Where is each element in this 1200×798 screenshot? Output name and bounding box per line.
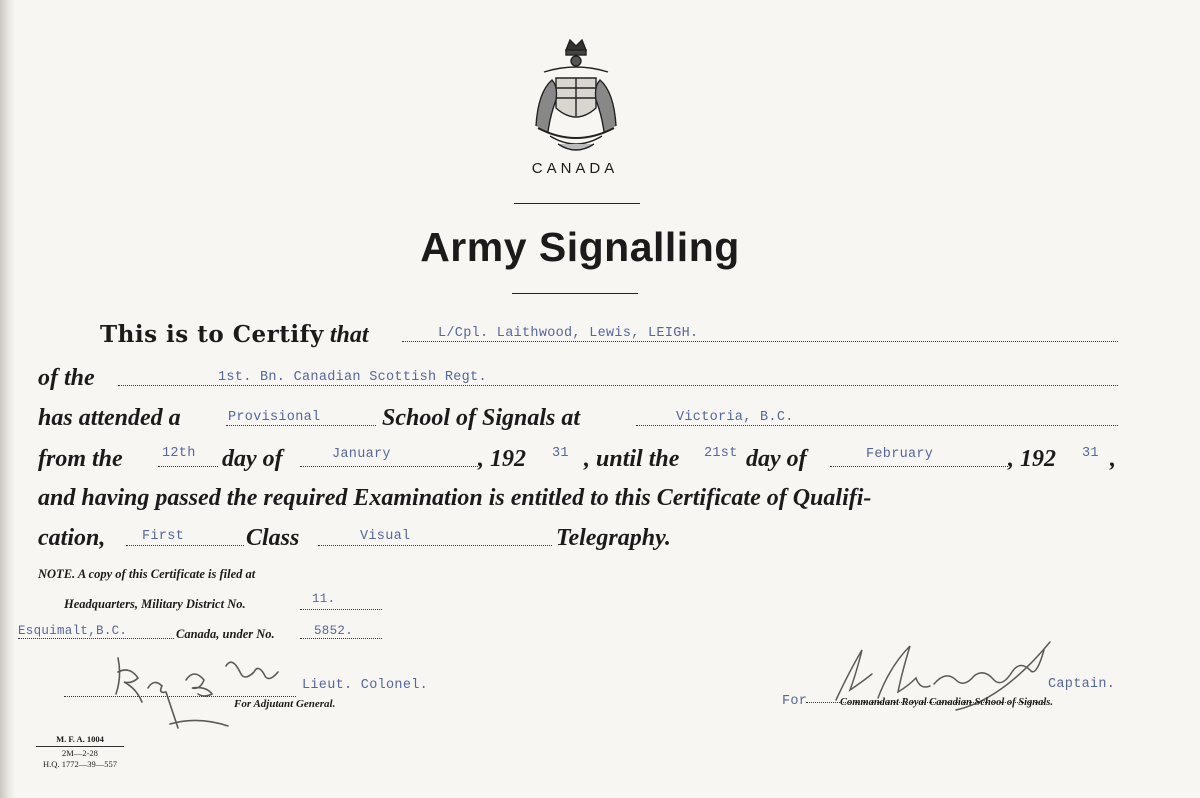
year-prefix-2: , 192 — [1008, 446, 1056, 472]
filing-place: Esquimalt,B.C. — [18, 624, 128, 638]
start-day: 12th — [162, 446, 196, 461]
school-type: Provisional — [228, 410, 321, 425]
of-the-label: of the — [38, 365, 95, 391]
recipient-name: L/Cpl. Laithwood, Lewis, LEIGH. — [438, 326, 699, 341]
trailing-comma: , — [1110, 446, 1116, 472]
left-signature-icon — [108, 628, 308, 740]
start-day-dotted-line — [158, 466, 218, 467]
recipient-dotted-line — [402, 341, 1118, 342]
end-day: 21st — [704, 446, 738, 461]
form-ref-line-3: H.Q. 1772—39—557 — [43, 759, 117, 769]
telegraphy-type: Visual — [360, 529, 411, 544]
right-signatory-caption: Commandant Royal Canadian School of Signals. — [840, 697, 1053, 708]
file-number-dotted-line — [300, 638, 382, 639]
day-of-label-1: day of — [222, 446, 283, 472]
left-signatory-rank: Lieut. Colonel. — [302, 678, 429, 693]
end-year-suffix: 31 — [1082, 446, 1099, 461]
start-month-dotted-line — [300, 466, 478, 467]
form-ref-divider — [36, 746, 124, 747]
title-rule-divider — [512, 293, 638, 294]
that-label: that — [329, 322, 369, 348]
telegraphy-label: Telegraphy. — [556, 525, 671, 551]
start-month: January — [332, 447, 391, 462]
until-label: , until the — [584, 446, 680, 472]
file-number: 5852. — [314, 624, 354, 638]
start-year-suffix: 31 — [552, 446, 569, 461]
canada-coat-of-arms-icon — [528, 36, 624, 158]
class-grade-dotted-line — [126, 545, 244, 546]
district-number: 11. — [312, 592, 336, 606]
unit-dotted-line — [118, 385, 1118, 386]
attended-label: has attended a — [38, 405, 181, 431]
page-fold-shadow — [0, 0, 16, 798]
top-rule-divider — [514, 203, 640, 204]
left-signatory-caption: For Adjutant General. — [234, 698, 336, 710]
year-prefix-1: , 192 — [478, 446, 526, 472]
telegraphy-type-dotted-line — [318, 545, 552, 546]
certify-heading: This is to Certify — [100, 321, 324, 348]
school-location: Victoria, B.C. — [676, 410, 794, 425]
note-text: NOTE. A copy of this Certificate is filed at — [38, 567, 256, 581]
right-for-label: For — [782, 694, 808, 709]
form-reference-block — [30, 734, 130, 770]
exam-sentence: and having passed the required Examination is entitled to this Certificate of Qualifi- — [38, 485, 872, 511]
end-month-dotted-line — [830, 466, 1008, 467]
left-signature-dotted-line — [64, 696, 296, 697]
hq-label: Headquarters, Military District No. — [64, 597, 246, 611]
form-ref-line-1: M. F. A. 1004 — [56, 734, 104, 744]
page-title: Army Signalling — [420, 224, 740, 270]
right-signatory-rank: Captain. — [1048, 677, 1116, 692]
school-type-dotted-line — [226, 425, 376, 426]
certify-line — [100, 321, 369, 349]
canada-label: Canada, under No. — [176, 627, 275, 641]
class-grade: First — [142, 529, 185, 544]
from-label: from the — [38, 446, 123, 472]
cation-label: cation, — [38, 525, 106, 551]
district-dotted-line — [300, 609, 382, 610]
class-label: Class — [246, 525, 300, 551]
unit-name: 1st. Bn. Canadian Scottish Regt. — [218, 370, 487, 385]
form-ref-line-2: 2M—2-28 — [62, 748, 98, 758]
school-label: School of Signals at — [382, 405, 581, 431]
day-of-label-2: day of — [746, 446, 807, 472]
school-location-dotted-line — [636, 425, 1118, 426]
country-label: CANADA — [531, 160, 619, 177]
end-month: February — [866, 447, 934, 462]
